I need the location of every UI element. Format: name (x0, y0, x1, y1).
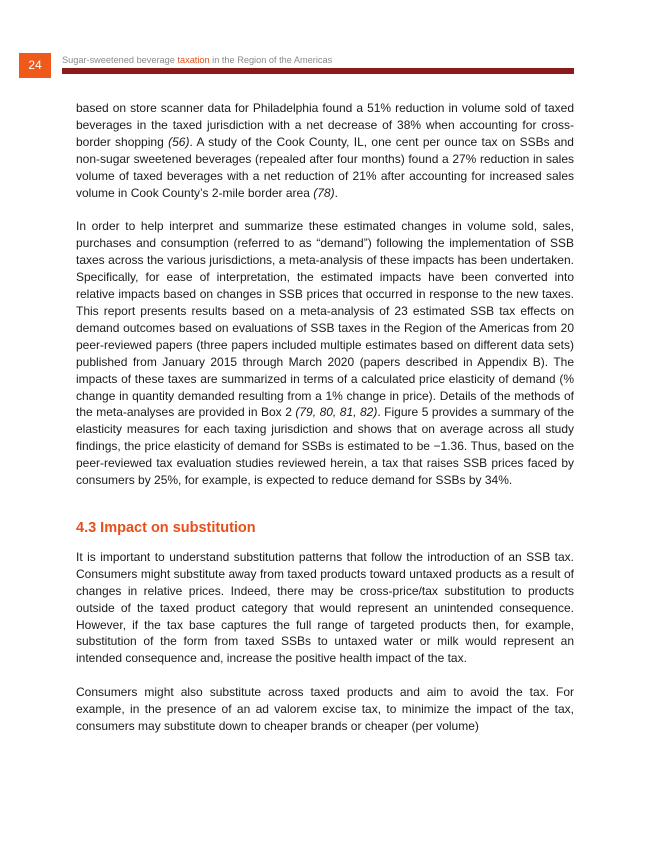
paragraph-2-text: In order to help interpret and summarize these estimated changes in volume sold, sales, purchases and consumption (referred to as “demand”) following the implementation of SSB taxes across the various jurisdictions, a meta-analysis of these impacts has been undertaken. Specifically, for ease of interpretation, the estimated impacts have been converted into relative impacts based on changes in SSB prices that occurred in response to the new taxes. This report presents results based on a meta-analysis of 23 estimated SSB tax effects on demand outcomes based on evaluations of SSB taxes in the Region of the Americas from 20 peer-reviewed papers (three papers included multiple estimates based on different data sets) published from January 2015 through March 2020 (papers described in Appendix B). The impacts of these taxes are summarized in terms of a calculated price elasticity of demand (% change in quantity demanded resulting from a 1% change in price). Details of the methods of the meta-analyses are provided in Box 2 (76, 219, 574, 420)
paragraph-1-text: . A study of the Cook County, IL, one cent per ounce tax on SSBs and non-sugar sweetened beverages (repealed after four months) found a 27% reduction in sales volume of taxed beverages with a net reduction of 21% after accounting for increased sales volume in Cook County’s 2-mile border area (76, 134, 574, 200)
paragraph-1 (76, 100, 574, 201)
paragraph-1-text: . (334, 185, 338, 200)
paragraph-4: Consumers might also substitute across taxed products and aim to avoid the tax. For example, in the presence of an ad valorem excise tax, to minimize the impact of the tax, consumers may substitute down to cheaper brands or cheaper (per volume) (76, 685, 574, 734)
header-rule (62, 68, 574, 74)
running-header-text-end: in the Region of the Americas (209, 55, 333, 65)
paragraph-2-text: . Figure 5 provides a summary of the elasticity measures for each taxing jurisdiction and shows that on average across all study findings, the price elasticity of demand for SSBs is estimated to be −1.36. Thus, based on the peer-reviewed tax evaluation studies reviewed herein, a tax that raises SSB prices faced by consumers by 25%, for example, is expected to reduce demand for SSBs by 34%. (76, 405, 575, 488)
paragraph-2 (76, 218, 574, 489)
page-number-badge: 24 (19, 53, 51, 78)
running-header (62, 55, 332, 65)
citation: (56) (168, 134, 190, 149)
citation: (79, 80, 81, 82) (295, 405, 378, 420)
paragraph-1-text: based on store scanner data for Philadelphia found a 51% reduction in volume sold of taxed beverages in the taxed jurisdiction with a net decrease of 38% when accounting for cross-border shopping (76, 101, 574, 149)
running-header-highlight: taxation (177, 55, 210, 65)
paragraph-3: It is important to understand substitution patterns that follow the introduction of an SSB tax. Consumers might substitute away from taxed products toward untaxed products as a result of changes in relative prices. Indeed, there may be cross-price/tax substitution to products outside of the taxed product category that would represent an unintended consequence. However, if the tax base captures the full range of targeted products then, for example, substitution of the form from taxed SSBs to untaxed water or milk would represent an intended consequence and, increase the positive health impact of the tax. (76, 549, 574, 666)
section-heading: 4.3 Impact on substitution (76, 519, 256, 536)
citation: (78) (313, 185, 335, 200)
running-header-text: Sugar-sweetened beverage (62, 55, 178, 65)
document-body (76, 100, 574, 735)
